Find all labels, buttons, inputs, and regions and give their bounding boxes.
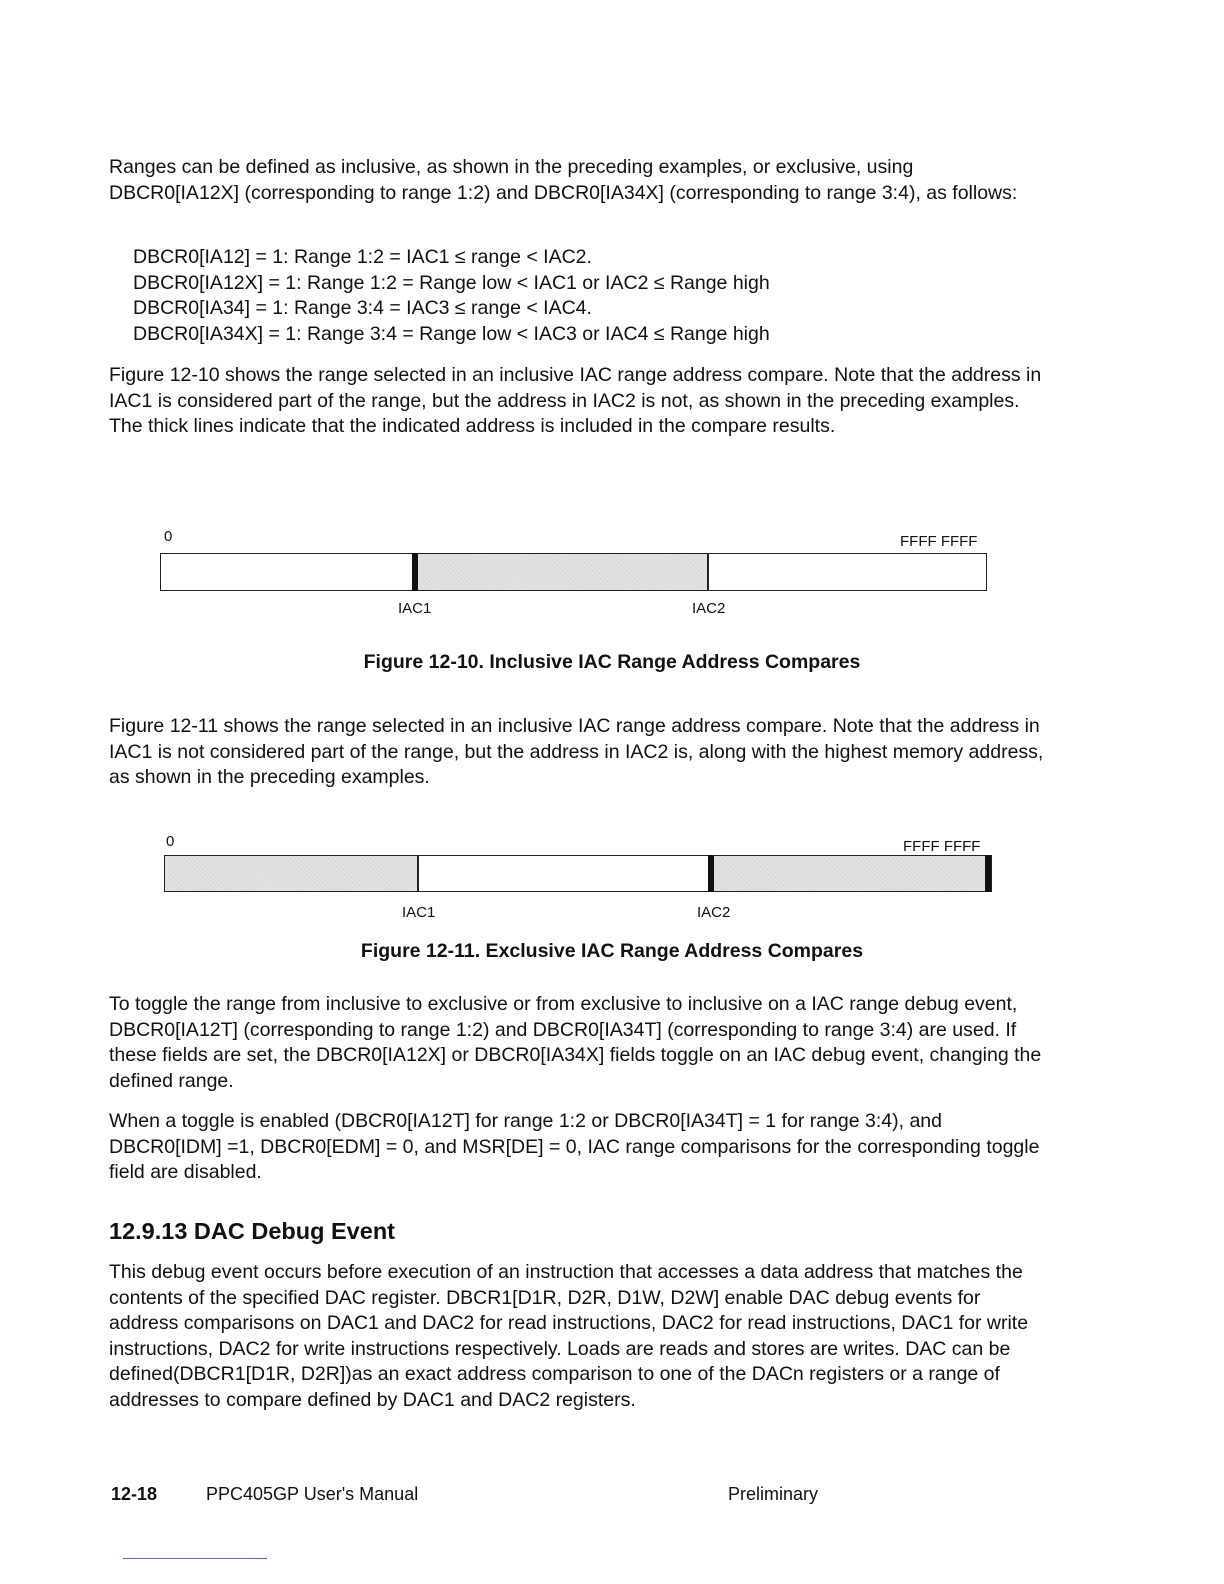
- included-range-segment: [416, 554, 708, 590]
- footer-manual-title: PPC405GP User's Manual: [206, 1484, 419, 1504]
- paragraph-toggle-range: To toggle the range from inclusive to exclusive or from exclusive to inclusive on a IAC range debug event, DBCR0[IA12T] (corresponding to range 1:2) and DBCR0[IA34T] (corresponding to range 3:4) are used. If these fields are set, the DBCR0[IA12X] or DBCR0[IA34X] fields toggle on an IAC debug event, changing the defined range.: [109, 993, 1042, 1092]
- high-address-thick-marker: [985, 855, 991, 892]
- figure-12-10-caption: Figure 12-10. Inclusive IAC Range Address Compares: [363, 651, 861, 673]
- figure-12-11-iac2-label: IAC2: [697, 904, 731, 921]
- figure-12-10-iac1-label: IAC1: [398, 600, 432, 617]
- equation-ia34x: DBCR0[IA34X] = 1: Range 3:4 = Range low < IAC3 or IAC4 ≤ Range high: [133, 322, 770, 345]
- iac2-thin-marker: [707, 554, 709, 590]
- figure-12-11-caption: Figure 12-11. Exclusive IAC Range Address Compares: [360, 940, 864, 962]
- high-range-segment: [712, 856, 985, 891]
- footer-page-number: 12-18: [111, 1484, 158, 1504]
- iac2-thick-marker: [708, 855, 714, 892]
- paragraph-range-intro: Ranges can be defined as inclusive, as shown in the preceding examples, or exclusive, using DBCR0[IA12X] (corresponding to range 1:2) and DBCR0[IA34X] (corresponding to range 3:4), as follows:: [109, 156, 1018, 204]
- iac1-thin-marker: [417, 856, 419, 891]
- figure-12-10-address-bar: [160, 553, 987, 591]
- section-heading-dac-debug-event: 12.9.13 DAC Debug Event: [109, 1218, 396, 1244]
- iac1-thick-marker: [412, 553, 418, 591]
- paragraph-toggle-enabled: When a toggle is enabled (DBCR0[IA12T] for range 1:2 or DBCR0[IA34T] = 1 for range 3:4), and DBCR0[IDM] =1, DBCR0[EDM] = 0, and MSR[DE] = 0, IAC range comparisons for the corresponding toggle field are disabled.: [109, 1110, 1040, 1183]
- figure-12-11-start-label: 0: [166, 833, 175, 850]
- figure-12-10-diagram: [0, 525, 1224, 625]
- equation-ia12x: DBCR0[IA12X] = 1: Range 1:2 = Range low < IAC1 or IAC2 ≤ Range high: [133, 271, 770, 294]
- paragraph-dac-debug-event: This debug event occurs before execution of an instruction that accesses a data address that matches the contents of the specified DAC register. DBCR1[D1R, D2R, D1W, D2W] enable DAC debug events for address comparisons on DAC1 and DAC2 for read instructions, DAC2 for read instructions, DAC1 for write instructions, DAC2 for write instructions respectively. Loads are reads and stores are writes. DAC can be defined(DBCR1[D1R, D2R])as an exact address comparison to one of the DACn registers or a range of addresses to compare defined by DAC1 and DAC2 registers.: [109, 1261, 1029, 1411]
- low-range-segment: [165, 856, 417, 891]
- figure-12-10-end-label: FFFF FFFF: [900, 533, 978, 550]
- figure-12-11-address-bar: [164, 855, 992, 892]
- figure-12-11-diagram: [0, 830, 1224, 930]
- footer-status: Preliminary: [728, 1484, 819, 1504]
- paragraph-figure-12-11-description: Figure 12-11 shows the range selected in an inclusive IAC range address compare. Note that the address in IAC1 is not considered part of the range, but the address in IAC2 is, along with the highest memory address, as shown in the preceding examples.: [109, 715, 1044, 788]
- figure-12-10-start-label: 0: [164, 528, 173, 545]
- figure-12-10-iac2-label: IAC2: [692, 600, 726, 617]
- footer-divider: [123, 1558, 267, 1559]
- figure-12-11-iac1-label: IAC1: [402, 904, 436, 921]
- equation-ia34: DBCR0[IA34] = 1: Range 3:4 = IAC3 ≤ range < IAC4.: [133, 297, 592, 319]
- figure-12-11-end-label: FFFF FFFF: [903, 838, 981, 855]
- paragraph-figure-12-10-description: Figure 12-10 shows the range selected in an inclusive IAC range address compare. Note that the address in IAC1 is considered part of the range, but the address in IAC2 is not, as shown in the preceding examples. The thick lines indicate that the indicated address is included in the compare results.: [109, 364, 1042, 437]
- range-equations: [133, 245, 770, 347]
- equation-ia12: DBCR0[IA12] = 1: Range 1:2 = IAC1 ≤ range < IAC2.: [133, 246, 592, 268]
